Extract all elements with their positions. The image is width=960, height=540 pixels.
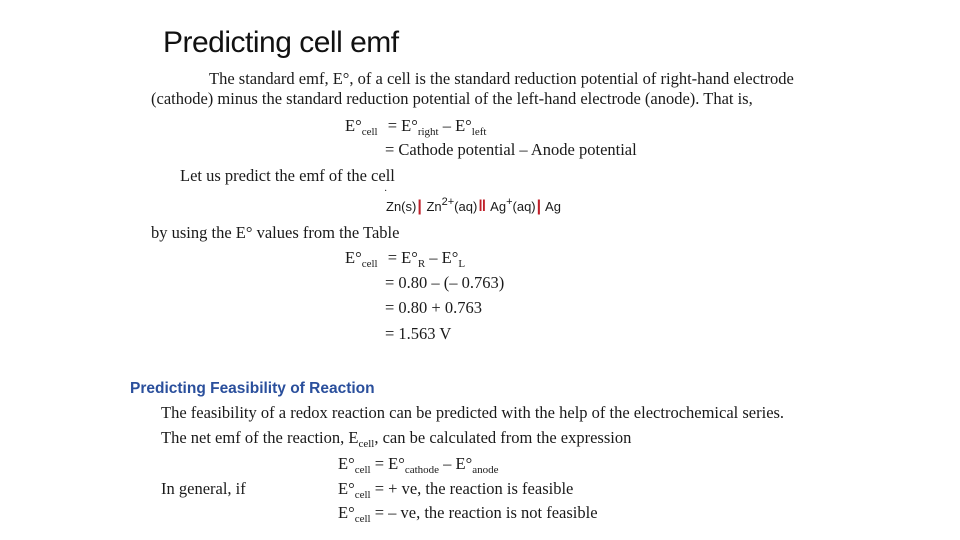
cond2-lhs: E° — [338, 503, 355, 522]
equation-emf-definition — [345, 116, 486, 136]
cell-aq-1: (aq) — [454, 199, 478, 214]
eq-rhs-a-sub: right — [417, 126, 439, 138]
condition-not-feasible — [338, 503, 598, 523]
cell-ag-charge: + — [506, 196, 513, 208]
definition-line-1: The standard emf, E°, of a cell is the standard reduction potential of right-hand electrode — [209, 69, 794, 88]
calc1-b-sub: L — [458, 258, 466, 270]
salt-bridge-icon: ‖ — [478, 198, 487, 215]
calc-line-2: = 0.80 – (– 0.763) — [385, 273, 505, 292]
eq-rhs-b-sub: left — [471, 126, 487, 138]
cond2-sub: cell — [354, 513, 371, 525]
cell-notation — [386, 198, 561, 216]
cond2-rhs: = – ve, the reaction is not feasible — [370, 503, 598, 522]
cell-ag-ion: Ag — [490, 199, 507, 214]
phase-boundary-icon: | — [536, 198, 542, 215]
calc-line-3: = 0.80 + 0.763 — [385, 298, 482, 317]
eq-lhs-sub: cell — [361, 126, 378, 138]
feasibility-line-1: The feasibility of a redox reaction can be predicted with the help of the electrochemical series. — [161, 403, 785, 422]
calc-line-4: = 1.563 V — [385, 324, 452, 343]
calc1-a: = E° — [387, 248, 418, 267]
eq-lhs: E° — [345, 116, 362, 135]
feasibility-line-2-b: , can be calculated from the expression — [374, 428, 632, 447]
predict-text: Let us predict the emf of the cell — [180, 166, 395, 185]
eq-rhs-b: – E° — [438, 116, 472, 135]
expr-a: = E° — [370, 454, 405, 473]
cell-aq-2: (aq) — [512, 199, 536, 214]
expr-b-sub: anode — [472, 464, 499, 476]
calc1-a-sub: R — [417, 258, 426, 270]
cell-zn-charge: 2+ — [441, 196, 455, 208]
cond1-lhs: E° — [338, 479, 355, 498]
expr-a-sub: cathode — [404, 464, 440, 476]
feasibility-line-2 — [161, 428, 631, 448]
slide-title: Predicting cell emf — [163, 26, 399, 59]
calc-lhs-sub: cell — [361, 258, 378, 270]
cell-ag-solid: Ag — [545, 199, 561, 214]
equation-cathode-anode: = Cathode potential – Anode potential — [385, 140, 637, 159]
expression-line — [338, 454, 498, 474]
marker-dot: · — [384, 186, 388, 197]
definition-line-2: (cathode) minus the standard reduction potential of the left-hand electrode (anode). That is, — [151, 89, 753, 108]
expr-lhs-sub: cell — [354, 464, 371, 476]
feasibility-line-2-sub: cell — [358, 438, 375, 450]
cond1-rhs: = + ve, the reaction is feasible — [370, 479, 574, 498]
calc1-b: – E° — [425, 248, 459, 267]
cond1-sub: cell — [354, 489, 371, 501]
table-text: by using the E° values from the Table — [151, 223, 400, 242]
general-text: In general, if — [161, 479, 246, 498]
feasibility-heading: Predicting Feasibility of Reaction — [130, 380, 375, 397]
feasibility-line-2-a: The net emf of the reaction, E — [161, 428, 359, 447]
eq-rhs-a: = E° — [387, 116, 418, 135]
cell-zn-ion: Zn — [426, 199, 442, 214]
expr-lhs: E° — [338, 454, 355, 473]
cell-zn-solid: Zn(s) — [386, 199, 417, 214]
calc-line-1 — [345, 248, 465, 268]
phase-boundary-icon: | — [417, 198, 422, 215]
condition-feasible — [338, 479, 573, 499]
expr-b: – E° — [439, 454, 473, 473]
calc-lhs: E° — [345, 248, 362, 267]
